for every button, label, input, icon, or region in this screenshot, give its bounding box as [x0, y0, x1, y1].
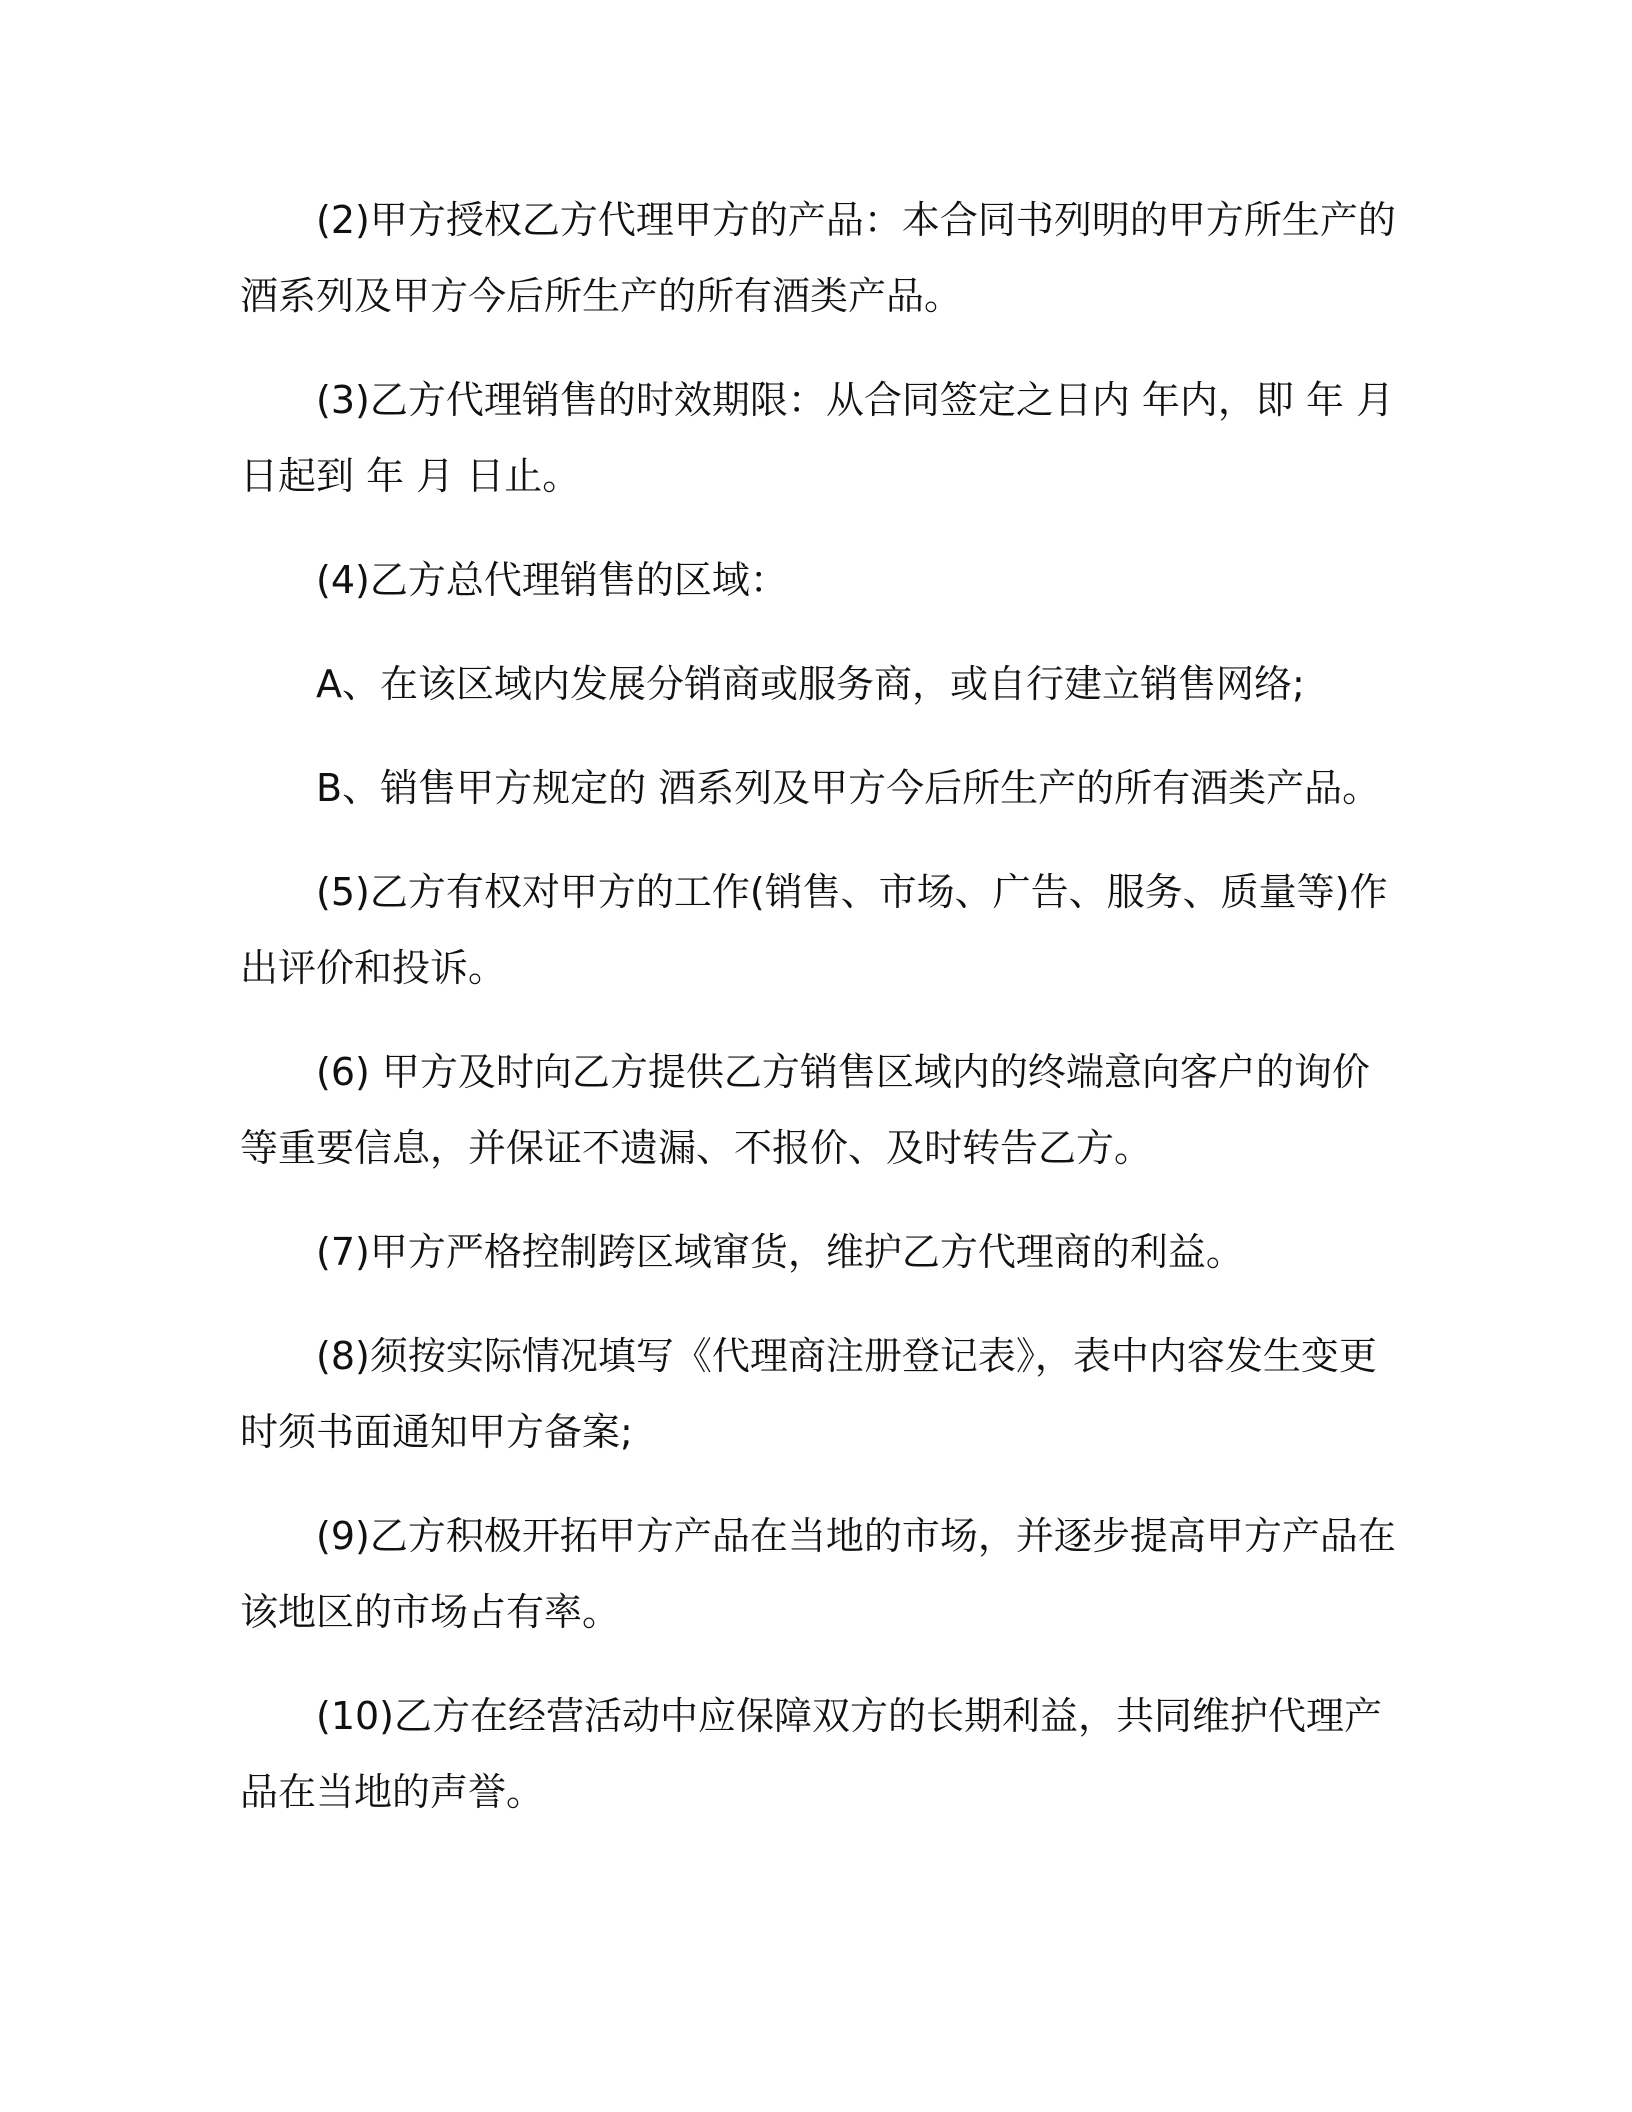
clause-5: (5)乙方有权对甲方的工作(销售、市场、广告、服务、质量等)作出评价和投诉。 [240, 870, 1388, 990]
clause-6: (6) 甲方及时向乙方提供乙方销售区域内的终端意向客户的询价等重要信息，并保证不遗漏、不报价、及时转告乙方。 [240, 1050, 1370, 1170]
clause-7: (7)甲方严格控制跨区域窜货，维护乙方代理商的利益。 [316, 1230, 1244, 1274]
clause-4: (4)乙方总代理销售的区域： [316, 558, 788, 602]
clause-3: (3)乙方代理销售的时效期限：从合同签定之日内 年内，即 年 月日起到 年 月 日止。 [240, 378, 1395, 498]
document-body [240, 182, 1400, 1858]
clause-2: (2)甲方授权乙方代理甲方的产品：本合同书列明的甲方所生产的酒系列及甲方今后所生产的所有酒类产品。 [240, 198, 1396, 318]
clause-10: (10)乙方在经营活动中应保障双方的长期利益，共同维护代理产品在当地的声誉。 [240, 1694, 1383, 1814]
clause-4-item-b: B、销售甲方规定的 酒系列及甲方今后所生产的所有酒类产品。 [316, 766, 1381, 810]
clause-9: (9)乙方积极开拓甲方产品在当地的市场，并逐步提高甲方产品在该地区的市场占有率。 [240, 1514, 1396, 1634]
clause-4-item-a: A、在该区域内发展分销商或服务商，或自行建立销售网络; [316, 662, 1305, 706]
clause-8: (8)须按实际情况填写《代理商注册登记表》，表中内容发生变更时须书面通知甲方备案; [240, 1334, 1377, 1454]
